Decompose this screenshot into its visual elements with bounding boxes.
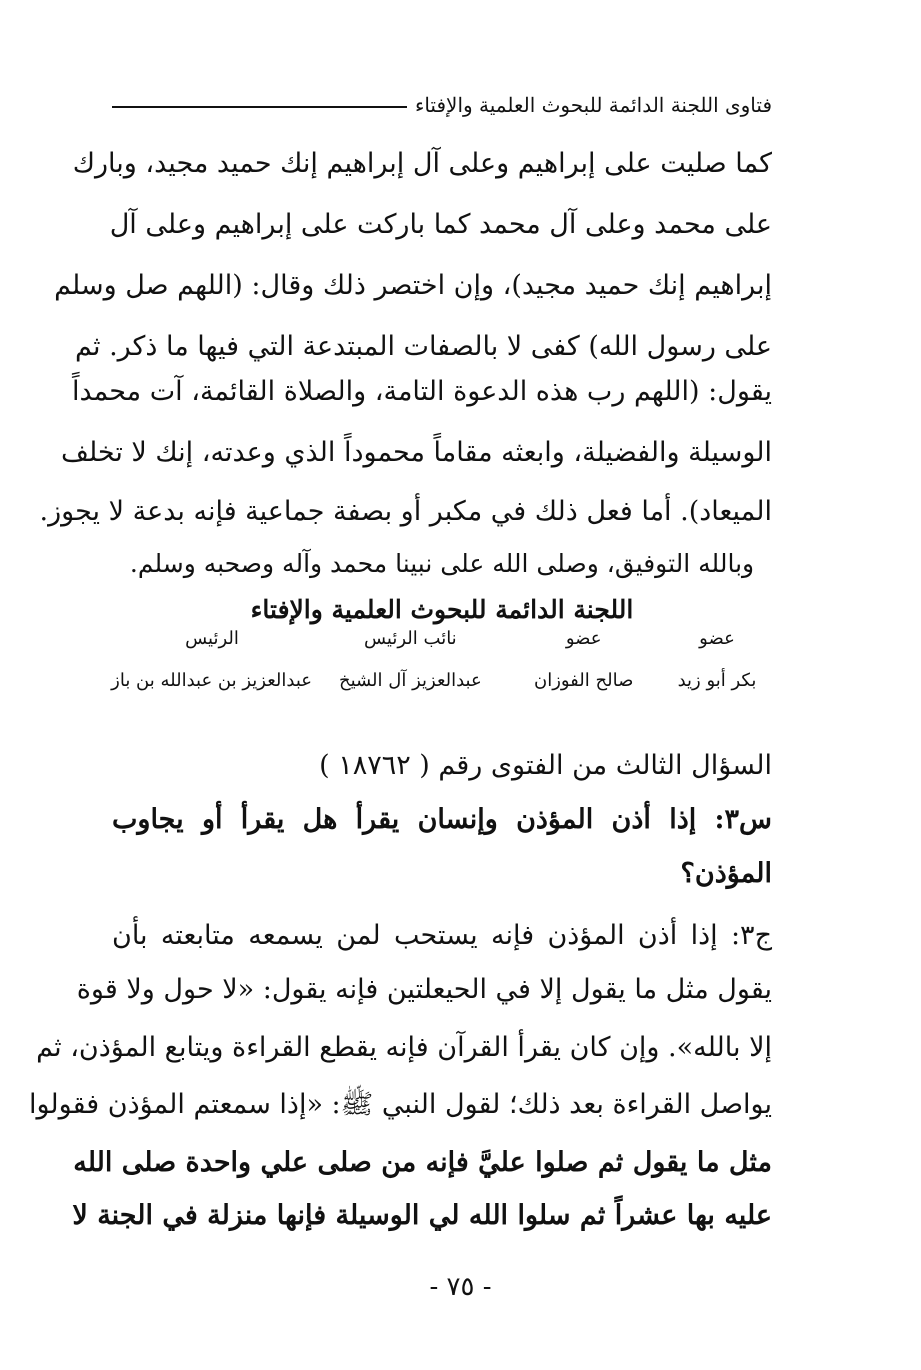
closing-line: وبالله التوفيق، وصلى الله على نبينا محمد وآله وصحبه وسلم. (129, 549, 755, 578)
answer-line-1: ج٣: إذا أذن المؤذن فإنه يستحب لمن يسمعه متابعته بأن (112, 920, 772, 951)
role-member-1: عضو (699, 628, 735, 649)
committee-name: اللجنة الدائمة للبحوث العلمية والإفتاء (250, 595, 634, 624)
answer-line-4: يواصل القراءة بعد ذلك؛ لقول النبي ﷺ: «إذا سمعتم المؤذن فقولوا (28, 1089, 772, 1120)
paragraph-line-7: الميعاد). أما فعل ذلك في مكبر أو بصفة جماعية فإنه بدعة لا يجوز. (39, 496, 772, 527)
paragraph-line-6: الوسيلة والفضيلة، وابعثه مقاماً محموداً الذي وعدته، إنك لا تخلف (61, 437, 772, 468)
signature-names (112, 670, 772, 691)
answer-line-6: عليه بها عشراً ثم سلوا الله لي الوسيلة فإنها منزلة في الجنة لا (72, 1200, 772, 1231)
role-vice-president: نائب الرئيس (363, 628, 457, 649)
answer-line-3: إلا بالله». وإن كان يقرأ القرآن فإنه يقطع القراءة ويتابع المؤذن، ثم (36, 1032, 772, 1063)
header-rule (112, 106, 407, 108)
paragraph-line-4: على رسول الله) كفى لا بالصفات المبتدعة التي فيها ما ذكر. ثم (75, 331, 772, 362)
paragraph-line-5: يقول: (اللهم رب هذه الدعوة التامة، والصلاة القائمة، آت محمداً (71, 376, 772, 407)
name-member-2: صالح الفوزان (533, 670, 634, 691)
paragraph-line-3: إبراهيم إنك حميد مجيد)، وإن اختصر ذلك وقال: (اللهم صل وسلم (54, 270, 772, 301)
name-president: عبدالعزيز بن عبدالله بن باز (111, 670, 313, 691)
page-number: - ٧٥ - (429, 1272, 492, 1302)
running-header (112, 88, 772, 122)
question-line-1: س٣: إذا أذن المؤذن وإنسان يقرأ هل يقرأ أو يجاوب (112, 804, 772, 835)
name-member-1: بكر أبو زيد (677, 670, 757, 691)
paragraph-line-1: كما صليت على إبراهيم وعلى آل إبراهيم إنك حميد مجيد، وبارك (72, 148, 772, 179)
name-vice-president: عبدالعزيز آل الشيخ (338, 670, 482, 691)
question-line-2: المؤذن؟ (680, 858, 772, 889)
signature-roles (112, 628, 772, 649)
paragraph-line-2: على محمد وعلى آل محمد كما باركت على إبراهيم وعلى آل (109, 209, 772, 240)
header-title: فتاوى اللجنة الدائمة للبحوث العلمية والإفتاء (414, 93, 772, 117)
answer-line-2: يقول مثل ما يقول إلا في الحيعلتين فإنه يقول: «لا حول ولا قوة (76, 974, 772, 1005)
role-member-2: عضو (565, 628, 602, 649)
fatwa-reference: السؤال الثالث من الفتوى رقم ( ١٨٧٦٢ ) (319, 750, 772, 781)
answer-line-5: مثل ما يقول ثم صلوا عليَّ فإنه من صلى علي واحدة صلى الله (73, 1147, 772, 1178)
role-president: الرئيس (185, 628, 239, 649)
